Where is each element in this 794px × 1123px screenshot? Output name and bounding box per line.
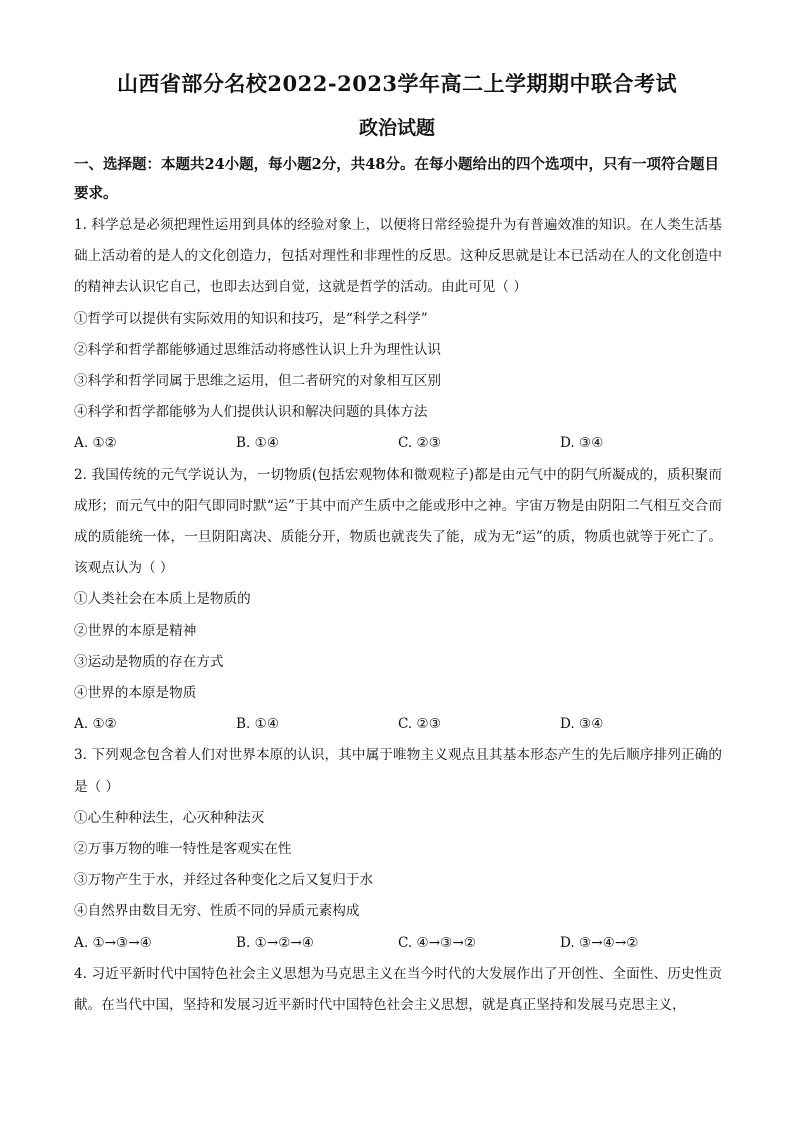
option-b: B. ①④ bbox=[236, 435, 280, 452]
question-list bbox=[74, 210, 722, 1021]
section-header: 一、选择题：本题共24小题，每小题2分，共48分。在每小题给出的四个选项中，只有一项符合题目要求。 bbox=[74, 156, 719, 202]
option-b: B. ①→②→④ bbox=[236, 934, 314, 951]
question-statement: ③科学和哲学同属于思维之运用，但二者研究的对象相互区别 bbox=[74, 373, 442, 390]
option-a: A. ①② bbox=[74, 435, 117, 452]
option-c: C. ②③ bbox=[398, 716, 441, 733]
option-d: D. ③④ bbox=[560, 716, 604, 733]
question-statement: ①哲学可以提供有实际效用的知识和技巧，是“科学之科学” bbox=[74, 310, 428, 327]
question-options bbox=[74, 428, 722, 459]
question-statement: ④自然界由数目无穷、性质不同的异质元素构成 bbox=[74, 903, 360, 920]
question-statement: ②世界的本原是精神 bbox=[74, 622, 197, 639]
question-statement: ①人类社会在本质上是物质的 bbox=[74, 591, 251, 608]
question-stem: 2. 我国传统的元气学说认为，一切物质(包括宏观物体和微观粒子)都是由元气中的阴气所凝成的，质积聚而成形；而元气中的阳气即同时默“运”于其中而产生质中之能或形中之神。宇宙万物是由阴阳二气相互交合而成的质能统一体，一旦阴阳离决、质能分开，物质也就丧失了能，成为无“运”的质，物质也就等于死亡了。该观点认为（ ） bbox=[74, 466, 722, 577]
question-stem: 3. 下列观念包含着人们对世界本原的认识，其中属于唯物主义观点且其基本形态产生的先后顺序排列正确的是（ ） bbox=[74, 747, 722, 795]
question-statement: ④世界的本原是物质 bbox=[74, 685, 197, 702]
question-statement: ③万物产生于水，并经过各种变化之后又复归于水 bbox=[74, 872, 374, 889]
question-stem: 4. 习近平新时代中国特色社会主义思想为马克思主义在当今时代的大发展作出了开创性、全面性、历史性贡献。在当代中国，坚持和发展习近平新时代中国特色社会主义思想，就是真正坚持和发展马克思主义， bbox=[74, 965, 722, 1014]
exam-subtitle: 政治试题 bbox=[358, 117, 435, 139]
question-options bbox=[74, 709, 722, 740]
option-c: C. ④→③→② bbox=[398, 934, 476, 951]
option-d: D. ③④ bbox=[560, 435, 604, 452]
exam-title: 山西省部分名校2022-2023学年高二上学期期中联合考试 bbox=[116, 71, 678, 96]
question-options bbox=[74, 928, 722, 959]
option-c: C. ②③ bbox=[398, 435, 441, 452]
option-a: A. ①② bbox=[74, 716, 117, 733]
question-statement: ①心生种种法生，心灭种种法灭 bbox=[74, 809, 265, 826]
question-statement: ②万事万物的唯一特性是客观实在性 bbox=[74, 841, 292, 858]
option-d: D. ③→④→② bbox=[560, 934, 639, 951]
option-b: B. ①④ bbox=[236, 716, 280, 733]
question-statement: ③运动是物质的存在方式 bbox=[74, 653, 224, 670]
question-stem: 1. 科学总是必须把理性运用到具体的经验对象上，以便将日常经验提升为有普遍效准的知识。在人类生活基础上活动着的是人的文化创造力，包括对理性和非理性的反思。这种反思就是让本已活动在人的文化创造中的精神去认识它自己，也即去达到自觉，这就是哲学的活动。由此可见（ ） bbox=[74, 217, 722, 296]
option-a: A. ①→③→④ bbox=[74, 934, 152, 951]
question-statement: ②科学和哲学都能够通过思维活动将感性认识上升为理性认识 bbox=[74, 341, 442, 358]
question-statement: ④科学和哲学都能够为人们提供认识和解决问题的具体方法 bbox=[74, 404, 428, 421]
